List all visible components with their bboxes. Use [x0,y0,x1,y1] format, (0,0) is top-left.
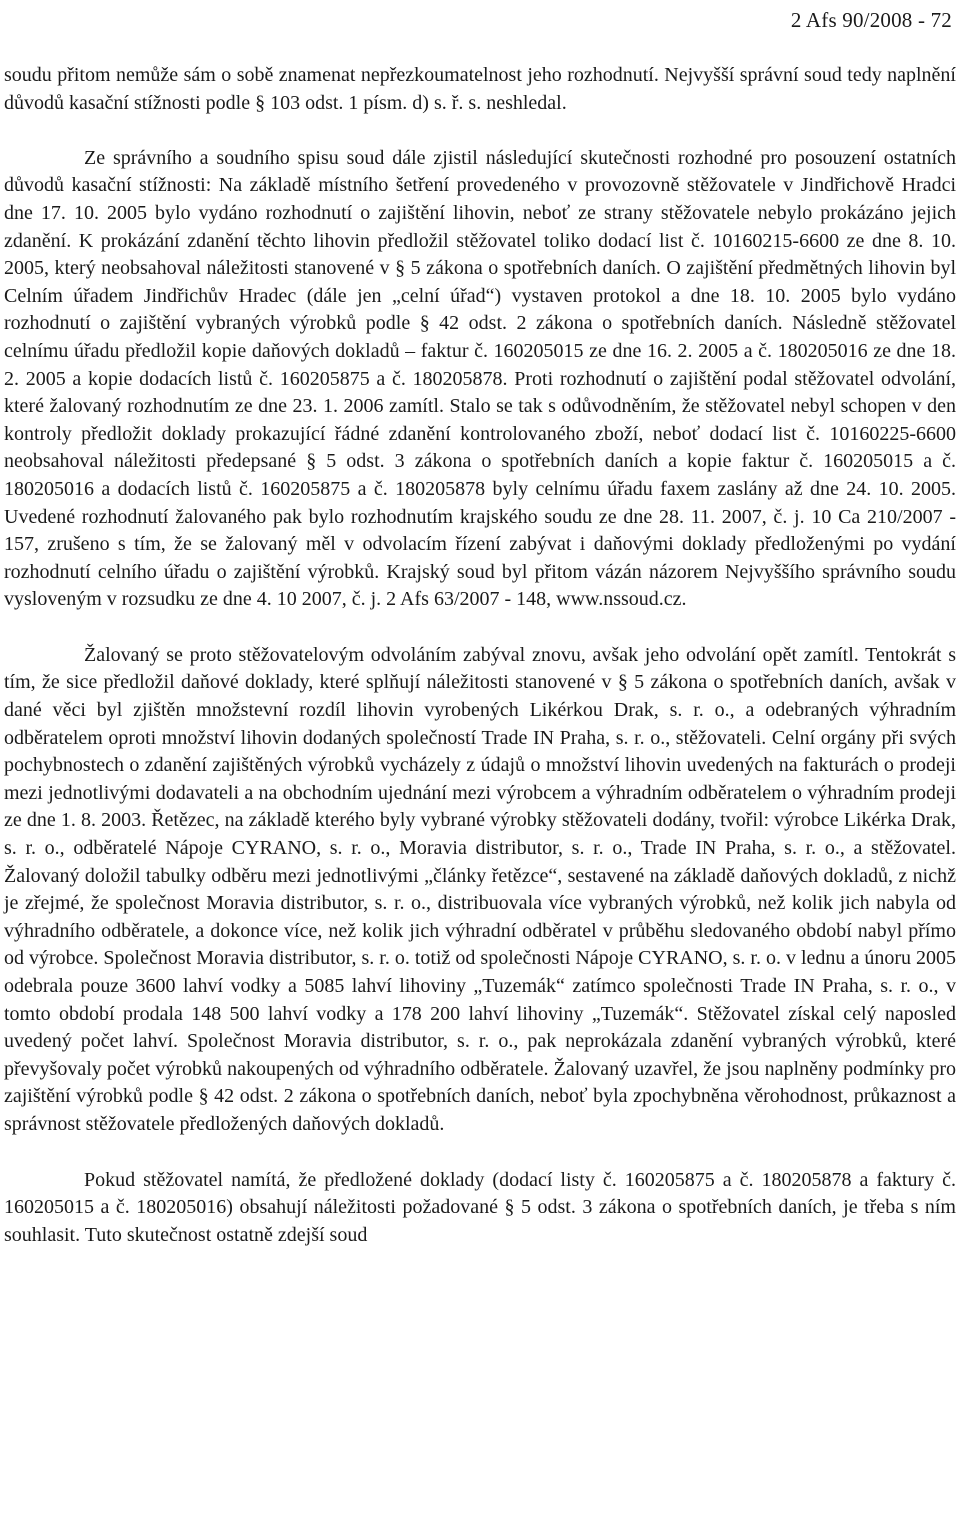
paragraph-spacer [4,117,956,145]
document-body [4,62,956,1249]
paragraph-defendant: Žalovaný se proto stěžovatelovým odvoláním zabýval znovu, avšak jeho odvolání opět zamítl. Tentokrát s tím, že sice předložil daňové doklady, které splňují náležitosti stanovené v § 5 zákona o spotřebních daních, avšak v dané věci byl zjištěn množstevní rozdíl lihovin vyrobených Likérkou Drak, s. r. o., a odebraných výhradním odběratelem oproti množství lihovin dodaných společností Trade IN Praha, s. r. o., stěžovateli. Celní orgány při svých pochybnostech o zdanění zajištěných výrobků vycházely z údajů o množství lihovin uvedených na fakturách o prodeji mezi jednotlivými dodavateli a na obchodním ujednání mezi výrobcem a výhradním odběratelem o výhradním prodeji ze dne 1. 8. 2003. Řetězec, na základě kterého byly vybrané výrobky stěžovateli dodány, tvořil: výrobce Likérka Drak, s. r. o., odběratelé Nápoje CYRANO, s. r. o., Moravia distributor, s. r. o., Trade IN Praha, s. r. o., a stěžovatel. Žalovaný doložil tabulky odběru mezi jednotlivými „články řetězce“, sestavené na základě daňových dokladů, z nichž je zřejmé, že společnost Moravia distributor, s. r. o., distribuovala více vybraných výrobků, než kolik jich nabyla od výhradního odběratele, a dokonce více, než kolik jich výhradní odběratel v průběhu sledovaného období nabyl přímo od výrobce. Společnost Moravia distributor, s. r. o. totiž od společnosti Nápoje CYRANO, s. r. o. v lednu a únoru 2005 odebrala pouze 3600 lahví vodky a 5085 lahví lihoviny „Tuzemák“ zatímco společnosti Trade IN Praha, s. r. o., v tomto období prodala 148 500 lahví vodky a 178 200 lahví lihoviny „Tuzemák“. Stěžovatel získal celý naposled uvedený počet lahví. Společnost Moravia distributor, s. r. o., pak neprokázala zdanění vybraných výrobků, které převyšovaly počet výrobků nakoupených od výhradního odběratele. Žalovaný uzavřel, že jsou naplněny podmínky pro zajištění výrobků podle § 42 odst. 2 zákona o spotřebních daních, neboť byla zpochybněna věrohodnost, průkaznost a správnost stěžovatele předložených daňových dokladů. [4,643,956,1135]
paragraph-continuation: soudu přitom nemůže sám o sobě znamenat nepřezkoumatelnost jeho rozhodnutí. Nejvyšší správní soud tedy naplnění důvodů kasační stížnosti podle § 103 odst. 1 písm. d) s. ř. s. neshledal. [4,64,956,114]
paragraph-findings: Ze správního a soudního spisu soud dále zjistil následující skutečnosti rozhodné pro posouzení ostatních důvodů kasační stížnosti: Na základě místního šetření provedeného v provozovně stěžovatele v Jindřichově Hradci dne 17. 10. 2005 bylo vydáno rozhodnutí o zajištění lihovin, neboť ze strany stěžovatele nebylo prokázáno jejich zdanění. K prokázání zdanění těchto lihovin předložil stěžovatel toliko dodací list č. 10160215-6600 ze dne 8. 10. 2005, který neobsahoval náležitosti stanovené v § 5 zákona o spotřebních daních. O zajištění předmětných lihovin byl Celním úřadem Jindřichův Hradec (dále jen „celní úřad“) vystaven protokol a dne 18. 10. 2005 bylo vydáno rozhodnutí o zajištění vybraných výrobků podle § 42 odst. 2 zákona o spotřebních daních. Následně stěžovatel celnímu úřadu předložil kopie daňových dokladů – faktur č. 160205015 ze dne 16. 2. 2005 a č. 180205016 ze dne 18. 2. 2005 a kopie dodacích listů č. 160205875 a č. 180205878. Proti rozhodnutí o zajištění podal stěžovatel odvolání, které žalovaný rozhodnutím ze dne 23. 1. 2006 zamítl. Stalo se tak s odůvodněním, že stěžovatel nebyl schopen v den kontroly předložit doklady prokazující řádné zdanění kontrolovaného zboží, neboť dodací list č. 10160225-6600 neobsahoval náležitosti předepsané § 5 odst. 3 zákona o spotřebních daních a kopie faktur č. 160205015 a č. 180205016 a dodacích listů č. 160205875 a č. 180205878 byly celnímu úřadu faxem zaslány až dne 24. 10. 2005. Uvedené rozhodnutí žalovaného pak bylo rozhodnutím krajského soudu ze dne 28. 11. 2007, č. j. 10 Ca 210/2007 - 157, zrušeno s tím, že se žalovaný měl v odvolacím řízení zabývat i daňovými doklady předloženými po vydání rozhodnutí celního úřadu o zajištění výrobků. Krajský soud byl přitom vázán názorem Nejvyššího správního soudu vysloveným v rozsudku ze dne 4. 10 2007, č. j. 2 Afs 63/2007 - 148, www.nssoud.cz. [4,146,956,611]
paragraph-assessment: Pokud stěžovatel namítá, že předložené doklady (dodací listy č. 160205875 a č. 180205878 a faktury č. 160205015 a č. 180205016) obsahují náležitosti požadované § 5 odst. 3 zákona o spotřebních daních, je třeba s ním souhlasit. Tuto skutečnost ostatně zdejší soud [4,1168,956,1246]
page-header [791,6,952,34]
paragraph-spacer [4,1139,956,1167]
paragraph-spacer [4,614,956,642]
case-reference: 2 Afs 90/2008 - 72 [790,8,952,32]
